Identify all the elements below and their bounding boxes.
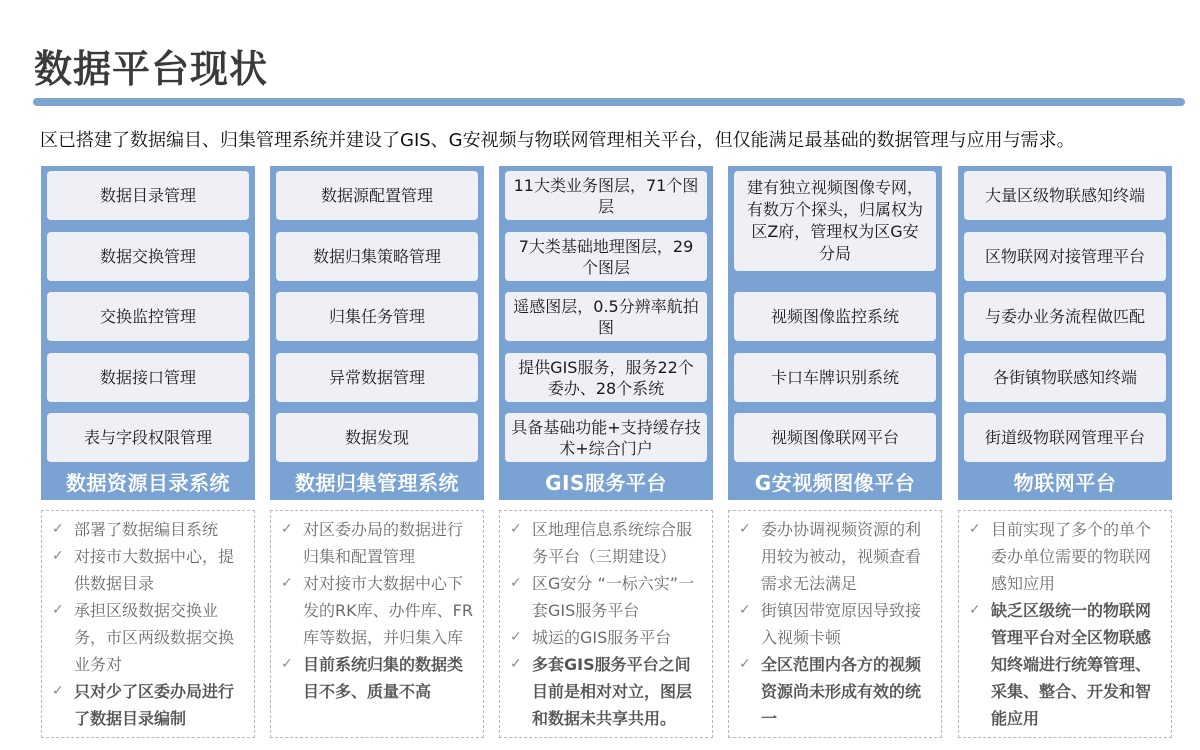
note-item: ✓ 部署了数据编目系统 — [52, 516, 246, 543]
note-item: ✓ 对对接市大数据中心下发的RK库、办件库、FR库等数据，并归集入库 — [281, 570, 475, 651]
check-icon: ✓ — [510, 575, 522, 591]
page-title: 数据平台现状 — [34, 47, 269, 91]
column-gis-platform — [499, 166, 713, 500]
check-icon: ✓ — [52, 548, 64, 564]
note-item: ✓ 全区范围内各方的视频资源尚未形成有效的统一 — [739, 651, 933, 732]
check-icon: ✓ — [739, 521, 751, 537]
note-item: ✓ 多套GIS服务平台之间目前是相对对立，图层和数据未共享共用。 — [510, 651, 704, 732]
feature-box: 数据接口管理 — [47, 353, 249, 402]
feature-box: 视频图像联网平台 — [734, 413, 936, 462]
feature-box: 各街镇物联感知终端 — [964, 353, 1166, 402]
check-icon: ✓ — [281, 656, 293, 672]
check-icon: ✓ — [52, 683, 64, 699]
note-item: ✓ 目前系统归集的数据类目不多、质量不高 — [281, 651, 475, 705]
notes-video-platform — [728, 510, 942, 738]
column-iot-platform — [958, 166, 1172, 500]
check-icon: ✓ — [281, 521, 293, 537]
feature-box: 与委办业务流程做匹配 — [964, 292, 1166, 341]
note-item: ✓ 街镇因带宽原因导致接入视频卡顿 — [739, 597, 933, 651]
column-data-catalog — [41, 166, 255, 500]
notes-iot-platform — [958, 510, 1172, 738]
column-data-collection — [270, 166, 484, 500]
check-icon: ✓ — [52, 602, 64, 618]
title-underline — [33, 98, 1185, 106]
check-icon: ✓ — [510, 629, 522, 645]
check-icon: ✓ — [52, 521, 64, 537]
note-item: ✓ 缺乏区级统一的物联网管理平台对全区物联感知终端进行统筹管理、采集、整合、开发和智能应用 — [969, 597, 1163, 732]
column-label: GIS服务平台 — [545, 471, 667, 495]
feature-box: 街道级物联网管理平台 — [964, 413, 1166, 462]
page-subtitle: 区已搭建了数据编目、归集管理系统并建设了GIS、G安视频与物联网管理相关平台，但仅能满足最基础的数据管理与应用与需求。 — [40, 130, 1075, 151]
feature-box: 异常数据管理 — [276, 353, 478, 402]
check-icon: ✓ — [281, 575, 293, 591]
feature-box: 11大类业务图层，71个图层 — [505, 171, 707, 220]
feature-box: 数据目录管理 — [47, 171, 249, 220]
check-icon: ✓ — [739, 602, 751, 618]
column-label: 数据归集管理系统 — [295, 471, 459, 495]
check-icon: ✓ — [739, 656, 751, 672]
check-icon: ✓ — [510, 521, 522, 537]
note-item: ✓ 区G安分 “一标六实”一套GIS服务平台 — [510, 570, 704, 624]
notes-gis-platform — [499, 510, 713, 738]
feature-box: 归集任务管理 — [276, 292, 478, 341]
column-video-platform — [728, 166, 942, 500]
note-item: ✓ 目前实现了多个的单个委办单位需要的物联网感知应用 — [969, 516, 1163, 597]
feature-box: 大量区级物联感知终端 — [964, 171, 1166, 220]
notes-data-collection — [270, 510, 484, 738]
check-icon: ✓ — [969, 521, 981, 537]
note-item: ✓ 承担区级数据交换业务，市区两级数据交换业务对 — [52, 597, 246, 678]
column-label: 数据资源目录系统 — [66, 471, 230, 495]
note-item: ✓ 委办协调视频资源的利用较为被动，视频查看需求无法满足 — [739, 516, 933, 597]
feature-box: 具备基础功能+支持缓存技术+综合门户 — [505, 413, 707, 462]
feature-box: 数据发现 — [276, 413, 478, 462]
feature-box: 建有独立视频图像专网，有数万个探头，归属权为区Z府，管理权为区G安分局 — [734, 171, 936, 271]
feature-box: 数据归集策略管理 — [276, 232, 478, 281]
feature-box: 卡口车牌识别系统 — [734, 353, 936, 402]
feature-box: 交换监控管理 — [47, 292, 249, 341]
feature-box: 表与字段权限管理 — [47, 413, 249, 462]
note-item: ✓ 对区委办局的数据进行归集和配置管理 — [281, 516, 475, 570]
feature-box: 7大类基础地理图层，29个图层 — [505, 232, 707, 281]
note-item: ✓ 区地理信息系统综合服务平台（三期建设） — [510, 516, 704, 570]
check-icon: ✓ — [969, 602, 981, 618]
feature-box: 遥感图层，0.5分辨率航拍图 — [505, 292, 707, 341]
feature-box: 视频图像监控系统 — [734, 292, 936, 341]
check-icon: ✓ — [510, 656, 522, 672]
notes-data-catalog — [41, 510, 255, 738]
column-label: G安视频图像平台 — [754, 471, 916, 495]
column-label: 物联网平台 — [1013, 471, 1117, 495]
note-item: ✓ 只对少了区委办局进行了数据目录编制 — [52, 678, 246, 732]
note-item: ✓ 对接市大数据中心，提供数据目录 — [52, 543, 246, 597]
feature-box: 数据交换管理 — [47, 232, 249, 281]
note-item: ✓ 城运的GIS服务平台 — [510, 624, 704, 651]
feature-box: 区物联网对接管理平台 — [964, 232, 1166, 281]
feature-box: 数据源配置管理 — [276, 171, 478, 220]
feature-box: 提供GIS服务，服务22个委办、28个系统 — [505, 353, 707, 402]
